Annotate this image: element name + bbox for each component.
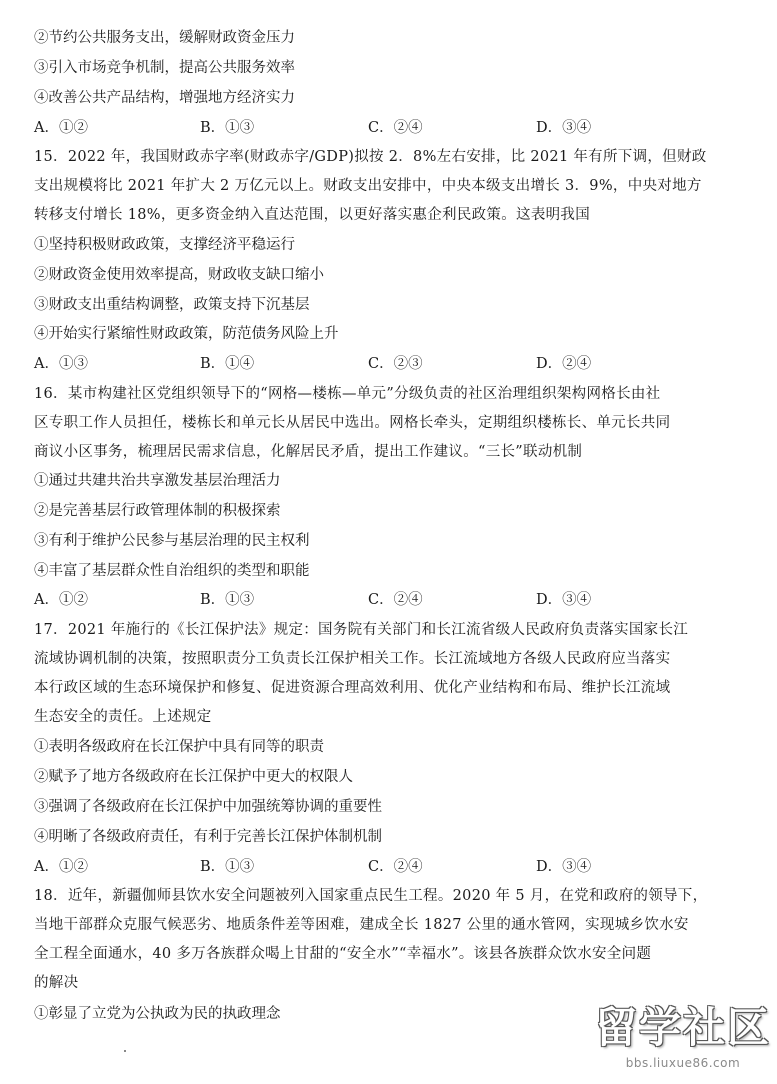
choice-d: D．③④ (536, 592, 592, 608)
option-line: ①坚持积极财政政策，支撑经济平稳运行 (34, 237, 295, 253)
question-17-stem: 本行政区域的生态环境保护和修复、促进资源合理高效利用、优化产业结构和布局、维护长江流域 (34, 680, 671, 696)
question-15-stem: 支出规模将比 2021 年扩大 2 万亿元以上。财政支出安排中，中央本级支出增长 3．9%，中央对地方 (34, 178, 702, 194)
watermark (595, 1000, 771, 1080)
option-line: ③有利于维护公民参与基层治理的民主权利 (34, 533, 310, 549)
option-line: ②节约公共服务支出，缓解财政资金压力 (34, 30, 295, 46)
option-line: ②财政资金使用效率提高，财政收支缺口缩小 (34, 267, 324, 283)
question-16-stem: 商议小区事务，梳理居民需求信息，化解居民矛盾，提出工作建议。“三长”联动机制 (34, 444, 583, 460)
choice-d: D．③④ (536, 120, 592, 136)
choice-a: A．①② (34, 592, 88, 608)
question-15-stem: 转移支付增长 18%，更多资金纳入直达范围，以更好落实惠企利民政策。这表明我国 (34, 207, 591, 223)
option-line: ④明晰了各级政府责任，有利于完善长江保护体制机制 (34, 829, 382, 845)
option-line: ③财政支出重结构调整，政策支持下沉基层 (34, 297, 310, 313)
choice-d: D．②④ (536, 356, 592, 372)
question-18-stem: 全工程全面通水，40 多万各族群众喝上甘甜的“安全水”“幸福水”。该县各族群众饮水安全问题 (34, 946, 652, 962)
question-18-stem: 当地干部群众克服气候恶劣、地质条件差等困难，建成全长 1827 公里的通水管网，实现城乡饮水安 (34, 917, 689, 933)
choice-b: B．①④ (200, 356, 255, 372)
choice-c: C．②④ (368, 120, 423, 136)
option-line: ③引入市场竞争机制，提高公共服务效率 (34, 60, 295, 76)
option-line: ④开始实行紧缩性财政政策，防范债务风险上升 (34, 326, 339, 342)
answer-choices-15 (34, 354, 746, 374)
option-line: ①通过共建共治共享激发基层治理活力 (34, 473, 281, 489)
choice-b: B．①③ (200, 592, 255, 608)
answer-choices-17 (34, 857, 746, 877)
scan-speck (124, 1050, 126, 1052)
question-16-stem: 区专职工作人员担任，楼栋长和单元长从居民中选出。网格长牵头，定期组织楼栋长、单元长共同 (34, 415, 671, 431)
choice-d: D．③④ (536, 859, 592, 875)
option-line: ①表明各级政府在长江保护中具有同等的职责 (34, 739, 324, 755)
option-line: ②是完善基层行政管理体制的积极探索 (34, 503, 281, 519)
question-17-stem: 生态安全的责任。上述规定 (34, 709, 212, 725)
answer-choices-14 (34, 118, 746, 138)
choice-a: A．①③ (34, 356, 88, 372)
choice-b: B．①③ (200, 859, 255, 875)
question-17-stem: 流域协调机制的决策，按照职责分工负责长江保护相关工作。长江流域地方各级人民政府应当落实 (34, 651, 671, 667)
question-18-stem: 18．近年，新疆伽师县饮水安全问题被列入国家重点民生工程。2020 年 5 月，在党和政府的领导下， (34, 888, 708, 904)
choice-c: C．②④ (368, 592, 423, 608)
watermark-logo: 留学社区 (595, 1003, 772, 1052)
question-15-stem: 15．2022 年，我国财政赤字率(财政赤字/GDP)拟按 2．8%左右安排，比 2021 年有所下调，但财政 (34, 149, 707, 165)
option-line: ①彰显了立党为公执政为民的执政理念 (34, 1006, 281, 1022)
answer-choices-16 (34, 590, 746, 610)
watermark-url: bbs.liuxue86.com (625, 1056, 741, 1070)
choice-a: A．①② (34, 859, 88, 875)
option-line: ④丰富了基层群众性自治组织的类型和职能 (34, 563, 310, 579)
question-16-stem: 16．某市构建社区党组织领导下的“网格—楼栋—单元”分级负责的社区治理组织架构网格长由社 (34, 386, 661, 402)
choice-b: B．①③ (200, 120, 255, 136)
option-line: ③强调了各级政府在长江保护中加强统筹协调的重要性 (34, 799, 382, 815)
question-17-stem: 17．2021 年施行的《长江保护法》规定：国务院有关部门和长江流省级人民政府负责落实国家长江 (34, 622, 689, 638)
option-line: ④改善公共产品结构，增强地方经济实力 (34, 90, 295, 106)
option-line: ②赋予了地方各级政府在长江保护中更大的权限人 (34, 769, 353, 785)
choice-c: C．②③ (368, 356, 423, 372)
choice-a: A．①② (34, 120, 88, 136)
choice-c: C．②④ (368, 859, 423, 875)
question-18-stem: 的解决 (34, 975, 79, 991)
